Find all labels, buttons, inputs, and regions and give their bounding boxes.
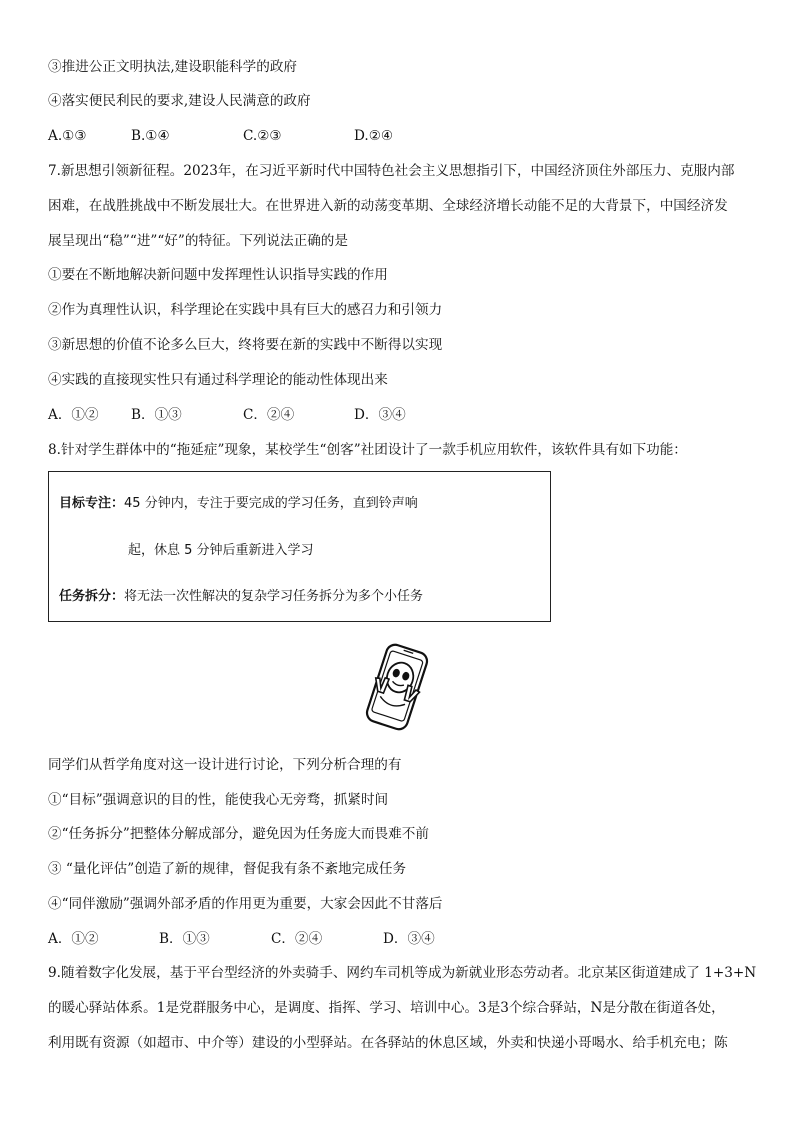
feature-split-label: 任务拆分： (59, 589, 125, 604)
feature-split (59, 585, 423, 604)
q8-stem: 8.针对学生群体中的“拖延症”现象，某校学生“创客”社团设计了一款手机应用软件，该软件具有如下功能： (48, 442, 687, 458)
q8-statement-1: ①“目标”强调意识的目的性，能使我心无旁骛，抓紧时间 (48, 792, 389, 808)
q9-stem-line-2: 的暖心驿站体系。1是党群服务中心，是调度、指挥、学习、培训中心。3是3个综合驿站，N是分散在街道各处， (48, 1000, 725, 1016)
app-feature-box (48, 471, 551, 622)
q7-stem-line-3: 展呈现出“稳”“进”“好”的特征。下列说法正确的是 (48, 233, 348, 249)
choice-d: D．③④ (383, 931, 435, 947)
q9-stem-line-3: 利用既有资源（如超市、中介等）建设的小型驿站。在各驿站的休息区域，外卖和快递小哥喝水、给手机充电；陈 (48, 1035, 728, 1051)
choice-c: C．②④ (243, 407, 295, 423)
feature-split-text: 将无法一次性解决的复杂学习任务拆分为多个小任务 (124, 589, 424, 604)
choice-b: B.①④ (131, 128, 170, 144)
feature-focus-label: 目标专注： (59, 496, 125, 511)
feature-focus-continued: 起，休息 5 分钟后重新进入学习 (128, 543, 314, 558)
choice-a: A.①③ (48, 128, 87, 144)
q7-statement-1: ①要在不断地解决新问题中发挥理性认识指导实践的作用 (48, 267, 388, 283)
q8-statement-4: ④“同伴激励”强调外部矛盾的作用更为重要，大家会因此不甘落后 (48, 896, 443, 912)
choice-b: B．①③ (131, 407, 182, 423)
feature-focus (59, 492, 418, 511)
choice-d: D.②④ (354, 128, 394, 144)
q8-question: 同学们从哲学角度对这一设计进行讨论，下列分析合理的有 (48, 757, 402, 773)
smartphone-character-icon (358, 641, 436, 733)
choice-c: C.②③ (243, 128, 282, 144)
choice-d: D．③④ (354, 407, 406, 423)
q7-stem-line-1: 7.新思想引领新征程。2023年，在习近平新时代中国特色社会主义思想指引下，中国经济顶住外部压力、克服内部 (48, 163, 735, 179)
q9-stem-line-1: 9.随着数字化发展，基于平台型经济的外卖骑手、网约车司机等成为新就业形态劳动者。北京某区街道建成了 1+3+N (48, 965, 757, 981)
q7-statement-3: ③新思想的价值不论多么巨大，终将要在新的实践中不断得以实现 (48, 337, 443, 353)
q7-statement-2: ②作为真理性认识，科学理论在实践中具有巨大的感召力和引领力 (48, 302, 443, 318)
q8-statement-2: ②“任务拆分”把整体分解成部分，避免因为任务庞大而畏难不前 (48, 826, 429, 842)
choice-c: C．②④ (271, 931, 323, 947)
choice-a: A．①② (48, 407, 99, 423)
q7-stem-line-2: 困难，在战胜挑战中不断发展壮大。在世界进入新的动荡变革期、全球经济增长动能不足的大背景下，中国经济发 (48, 198, 728, 214)
q6-option-3: ③推进公正文明执法,建设职能科学的政府 (48, 59, 298, 75)
q7-statement-4: ④实践的直接现实性只有通过科学理论的能动性体现出来 (48, 372, 388, 388)
choice-a: A．①② (48, 931, 99, 947)
feature-focus-text: 45 分钟内，专注于要完成的学习任务，直到铃声响 (124, 496, 418, 511)
q8-statement-3: ③ “量化评估”创造了新的规律，督促我有条不紊地完成任务 (48, 861, 407, 877)
choice-b: B．①③ (159, 931, 210, 947)
q6-option-4: ④落实便民利民的要求,建设人民满意的政府 (48, 93, 311, 109)
